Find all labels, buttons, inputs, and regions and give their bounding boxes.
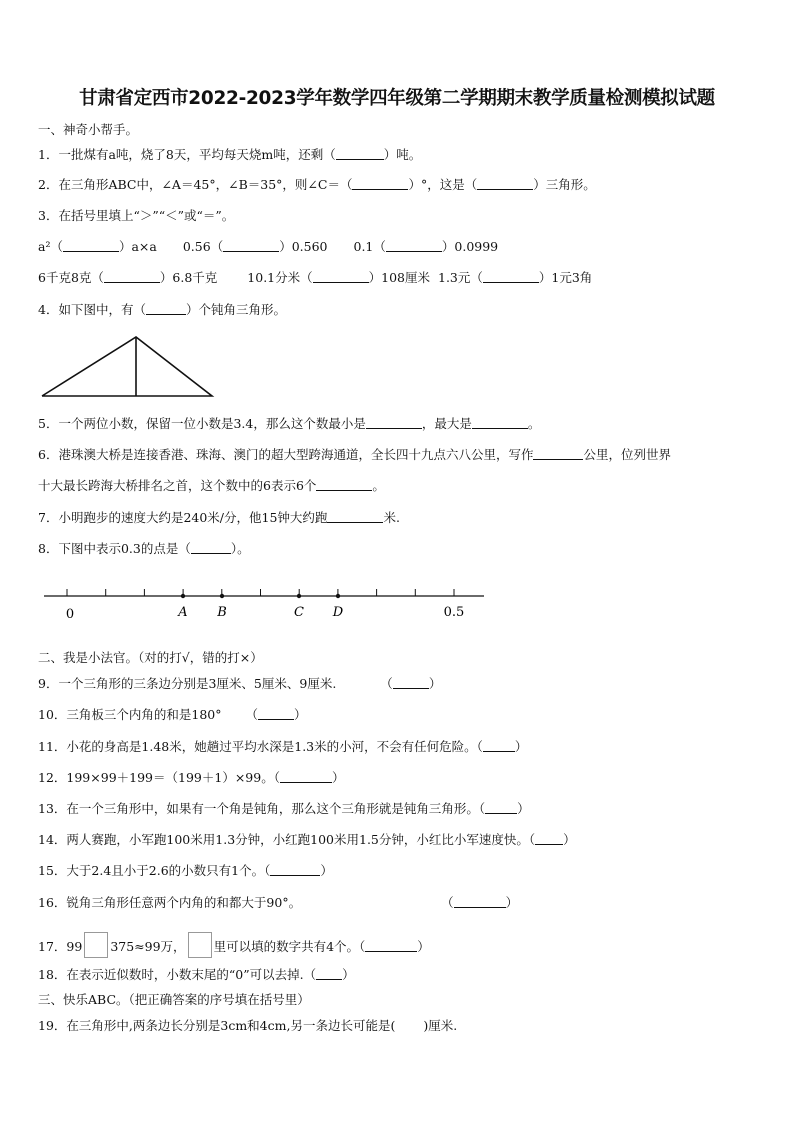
answer-blank[interactable] <box>365 939 417 952</box>
answer-blank[interactable] <box>316 967 342 980</box>
answer-blank[interactable] <box>223 239 279 252</box>
question-19: 19．在三角形中,两条边长分别是3cm和4cm,另一条边长可能是( )厘米. <box>38 1018 458 1033</box>
question-8: 8．下图中表示0.3的点是（ ）。 <box>38 541 250 556</box>
point-b <box>220 594 224 598</box>
answer-blank[interactable] <box>454 895 506 908</box>
number-line <box>0 578 794 628</box>
answer-blank[interactable] <box>472 416 528 429</box>
question-14: 14．两人赛跑，小军跑100米用1.3分钟，小红跑100米用1.5分钟，小红比小军速度快。（ ） <box>38 832 576 847</box>
answer-blank[interactable] <box>485 801 517 814</box>
answer-blank[interactable] <box>63 239 119 252</box>
answer-blank[interactable] <box>352 177 408 190</box>
question-1: 1．一批煤有a吨，烧了8天，平均每天烧m吨，还剩（ ）吨。 <box>38 147 422 162</box>
answer-blank[interactable] <box>393 676 429 689</box>
triangle-outline <box>42 337 212 396</box>
question-4: 4．如下图中，有（ ）个钝角三角形。 <box>38 302 286 317</box>
question-18: 18．在表示近似数时，小数末尾的“0”可以去掉.（ ） <box>38 967 355 982</box>
answer-blank[interactable] <box>191 541 231 554</box>
answer-blank[interactable] <box>327 510 383 523</box>
question-11: 11．小花的身高是1.48米，她趟过平均水深是1.3米的小河，不会有任何危险。（ ） <box>38 739 528 754</box>
section-1-heading: 一、神奇小帮手。 <box>38 122 139 137</box>
label-half: 0.5 <box>443 605 465 620</box>
answer-blank[interactable] <box>270 863 320 876</box>
question-12: 12．199×99＋199＝（199＋1）×99。（ ） <box>38 770 345 785</box>
answer-blank[interactable] <box>104 270 160 283</box>
answer-blank[interactable] <box>336 147 384 160</box>
label-d: D <box>332 605 344 620</box>
answer-blank[interactable] <box>313 270 369 283</box>
question-3: 3．在括号里填上“＞”“＜”或“＝”。 <box>38 208 235 223</box>
answer-blank[interactable] <box>366 416 422 429</box>
label-a: A <box>178 605 188 620</box>
answer-blank[interactable] <box>258 707 294 720</box>
question-17: 17．99 375≈99万， 里可以填的数字共有4个。（ ） <box>38 932 430 958</box>
section-3-heading: 三、快乐ABC。（把正确答案的序号填在括号里） <box>38 992 310 1007</box>
question-16: 16．锐角三角形任意两个内角的和都大于90°。 （ ） <box>38 895 519 910</box>
triangle-figure <box>38 334 218 398</box>
question-2: 2．在三角形ABC中，∠A＝45°，∠B＝35°，则∠C＝（ ）°，这是（ ）三角形。 <box>38 177 596 192</box>
question-9: 9．一个三角形的三条边分别是3厘米、5厘米、9厘米. （ ） <box>38 676 442 691</box>
digit-box[interactable] <box>84 932 108 958</box>
answer-blank[interactable] <box>386 239 442 252</box>
point-a <box>181 594 185 598</box>
label-c: C <box>294 605 304 620</box>
answer-blank[interactable] <box>535 832 563 845</box>
question-7: 7．小明跑步的速度大约是240米/分，他15钟大约跑 米. <box>38 510 400 525</box>
answer-blank[interactable] <box>483 739 515 752</box>
question-3-row-2: 6千克8克（ ）6.8千克 10.1分米（ ）108厘米 1.3元（ ）1元3角 <box>38 270 593 285</box>
answer-blank[interactable] <box>146 302 186 315</box>
question-5: 5．一个两位小数，保留一位小数是3.4，那么这个数最小是 ，最大是 。 <box>38 416 541 431</box>
page-title: 甘肃省定西市2022-2023学年数学四年级第二学期期末教学质量检测模拟试题 <box>79 88 715 109</box>
answer-blank[interactable] <box>477 177 533 190</box>
question-6: 6．港珠澳大桥是连接香港、珠海、澳门的超大型跨海通道，全长四十九点六八公里，写作 公里，位列世界 <box>38 447 671 462</box>
question-3-row-1: a²（ ）a×a 0.56（ ）0.560 0.1（ ）0.0999 <box>38 239 499 254</box>
answer-blank[interactable] <box>483 270 539 283</box>
question-6-line-2: 十大最长跨海大桥排名之首，这个数中的6表示6个 。 <box>38 478 385 493</box>
section-2-heading: 二、我是小法官。（对的打√，错的打×） <box>38 650 263 665</box>
answer-blank[interactable] <box>316 478 372 491</box>
label-b: B <box>217 605 227 620</box>
label-zero: 0 <box>65 607 75 622</box>
question-13: 13．在一个三角形中，如果有一个角是钝角，那么这个三角形就是钝角三角形。（ ） <box>38 801 530 816</box>
point-d <box>336 594 340 598</box>
question-15: 15．大于2.4且小于2.6的小数只有1个。（ ） <box>38 863 333 878</box>
digit-box[interactable] <box>188 932 212 958</box>
answer-blank[interactable] <box>533 447 583 460</box>
question-10: 10．三角板三个内角的和是180° （ ） <box>38 707 307 722</box>
point-c <box>297 594 301 598</box>
answer-blank[interactable] <box>280 770 332 783</box>
